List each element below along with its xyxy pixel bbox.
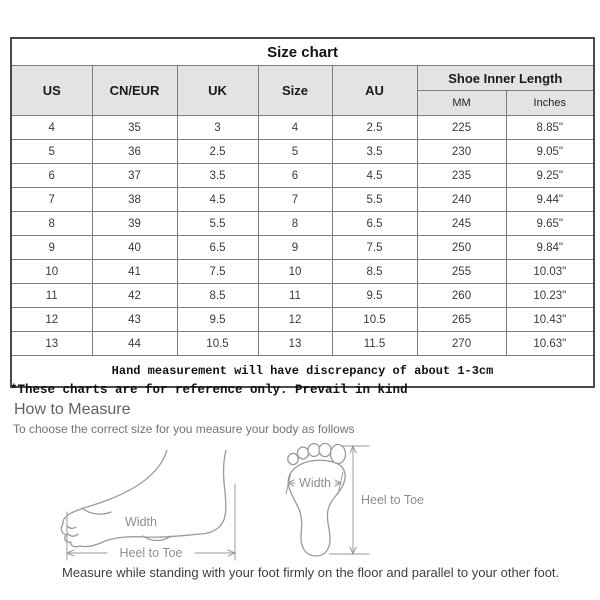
table-cell: 6 [11, 164, 92, 188]
table-cell: 225 [417, 116, 506, 140]
table-cell: 12 [11, 308, 92, 332]
table-cell: 11.5 [332, 332, 417, 356]
table-cell: 10.43" [506, 308, 594, 332]
table-cell: 3.5 [177, 164, 258, 188]
table-cell: 11 [258, 284, 332, 308]
table-cell: 10 [11, 260, 92, 284]
table-cell: 7 [11, 188, 92, 212]
table-cell: 7 [258, 188, 332, 212]
width-label: Width [125, 515, 157, 529]
table-cell: 240 [417, 188, 506, 212]
table-cell: 10.63" [506, 332, 594, 356]
table-cell: 8.5 [332, 260, 417, 284]
heel-to-toe-label: Heel to Toe [119, 546, 183, 560]
table-cell: 7.5 [332, 236, 417, 260]
column-header-uk: UK [177, 66, 258, 116]
table-cell: 11 [11, 284, 92, 308]
heel-to-toe-line [350, 446, 356, 554]
table-cell: 9 [258, 236, 332, 260]
table-cell: 7.5 [177, 260, 258, 284]
table-cell: 260 [417, 284, 506, 308]
column-header-au: AU [332, 66, 417, 116]
table-cell: 6.5 [332, 212, 417, 236]
table-cell: 8 [11, 212, 92, 236]
table-footer-note: Hand measurement will have discrepancy of about 1-3cm [11, 356, 594, 388]
table-cell: 9.5 [177, 308, 258, 332]
table-cell: 9.84" [506, 236, 594, 260]
measure-caption: Measure while standing with your foot firmly on the floor and parallel to your other foot. [62, 565, 560, 580]
table-cell: 3.5 [332, 140, 417, 164]
toe-crease-line [82, 508, 111, 514]
table-cell: 4.5 [332, 164, 417, 188]
table-cell: 40 [92, 236, 177, 260]
toe-5 [288, 453, 298, 464]
table-cell: 5.5 [177, 212, 258, 236]
table-cell: 8 [258, 212, 332, 236]
foot-side-view-diagram [55, 450, 247, 564]
table-cell: 265 [417, 308, 506, 332]
table-cell: 4 [258, 116, 332, 140]
table-cell: 10.03" [506, 260, 594, 284]
table-cell: 10.23" [506, 284, 594, 308]
column-group-shoe-inner-length: Shoe Inner Length [417, 66, 594, 91]
foot-sole-view-diagram [283, 442, 445, 570]
table-title-row [11, 38, 594, 66]
column-header-us: US [11, 66, 92, 116]
table-cell: 41 [92, 260, 177, 284]
table-row [11, 284, 594, 308]
table-cell: 13 [11, 332, 92, 356]
column-header-cn-eur: CN/EUR [92, 66, 177, 116]
table-cell: 4.5 [177, 188, 258, 212]
table-cell: 2.5 [177, 140, 258, 164]
table-cell: 5 [11, 140, 92, 164]
table-cell: 9 [11, 236, 92, 260]
table-cell: 38 [92, 188, 177, 212]
table-cell: 42 [92, 284, 177, 308]
table-cell: 8.5 [177, 284, 258, 308]
table-title: Size chart [11, 38, 594, 66]
table-cell: 10.5 [332, 308, 417, 332]
toe-4 [297, 447, 308, 459]
table-row [11, 212, 594, 236]
toe-detail-lines [67, 526, 78, 536]
table-row [11, 188, 594, 212]
table-cell: 250 [417, 236, 506, 260]
width-label: Width [299, 476, 331, 490]
table-cell: 9.5 [332, 284, 417, 308]
table-row [11, 260, 594, 284]
table-cell: 6 [258, 164, 332, 188]
reference-note: *These charts are for reference only. Prevail in kind [10, 383, 408, 397]
table-row [11, 164, 594, 188]
table-row [11, 116, 594, 140]
table-cell: 35 [92, 116, 177, 140]
column-header-mm: MM [417, 91, 506, 116]
column-header-size: Size [258, 66, 332, 116]
table-cell: 230 [417, 140, 506, 164]
table-row [11, 236, 594, 260]
table-cell: 245 [417, 212, 506, 236]
table-row [11, 332, 594, 356]
table-row [11, 140, 594, 164]
table-cell: 43 [92, 308, 177, 332]
table-cell: 255 [417, 260, 506, 284]
table-cell: 2.5 [332, 116, 417, 140]
toe-2 [319, 443, 331, 456]
foot-sole-outline [288, 460, 345, 556]
table-cell: 5 [258, 140, 332, 164]
big-toe [331, 445, 346, 464]
table-cell: 3 [177, 116, 258, 140]
table-cell: 9.44" [506, 188, 594, 212]
table-cell: 5.5 [332, 188, 417, 212]
table-cell: 6.5 [177, 236, 258, 260]
table-cell: 8.85" [506, 116, 594, 140]
table-cell: 9.25" [506, 164, 594, 188]
column-header-inches: Inches [506, 91, 594, 116]
table-cell: 12 [258, 308, 332, 332]
table-cell: 235 [417, 164, 506, 188]
foot-side-outline [61, 450, 226, 547]
table-cell: 9.65" [506, 212, 594, 236]
table-cell: 4 [11, 116, 92, 140]
table-cell: 36 [92, 140, 177, 164]
how-to-measure-subtitle: To choose the correct size for you measure your body as follows [13, 422, 355, 436]
table-header-row [11, 66, 594, 91]
toe-3 [308, 444, 320, 457]
table-cell: 9.05" [506, 140, 594, 164]
table-row [11, 308, 594, 332]
size-chart-table [10, 37, 595, 388]
how-to-measure-heading: How to Measure [14, 401, 131, 418]
table-cell: 39 [92, 212, 177, 236]
table-cell: 10.5 [177, 332, 258, 356]
table-cell: 270 [417, 332, 506, 356]
table-cell: 44 [92, 332, 177, 356]
table-cell: 13 [258, 332, 332, 356]
table-cell: 10 [258, 260, 332, 284]
heel-to-toe-label: Heel to Toe [361, 493, 425, 507]
table-cell: 37 [92, 164, 177, 188]
size-table-body [11, 116, 594, 356]
